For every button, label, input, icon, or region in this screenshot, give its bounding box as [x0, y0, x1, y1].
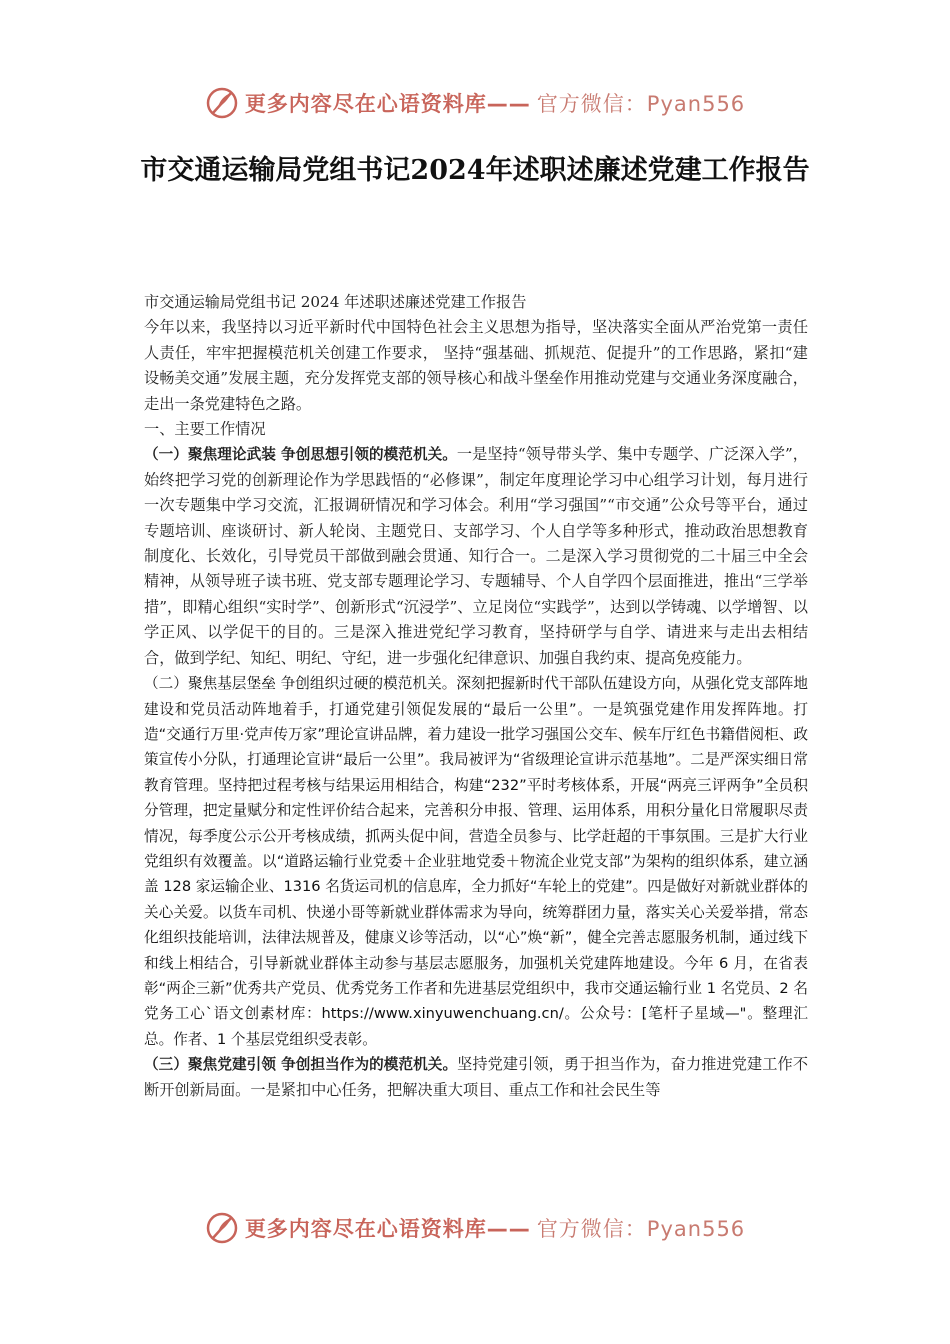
banner-text: 更多内容尽在心语资料库——	[244, 92, 531, 116]
document-subtitle: 市交通运输局党组书记 2024 年述职述廉述党建工作报告	[144, 293, 527, 311]
banner-wechat: 官方微信：Pyan556	[536, 92, 746, 116]
document-body	[144, 290, 808, 1103]
intro-paragraph: 今年以来，我坚持以习近平新时代中国特色社会主义思想为指导，坚决落实全面从严治党第一责任人责任，牢牢把握模范机关创建工作要求， 坚持“强基础、抓规范、促提升”的工作思路，紧扣“建设畅美交通”发展主题，充分发挥党支部的领导核心和战斗堡垒作用推动党建与交通业务深度融合，走出一条党建特色之路。	[144, 318, 808, 413]
paragraph-1-lead: （一）聚焦理论武装 争创思想引领的模范机关。	[144, 446, 457, 464]
paragraph-2: （二）聚焦基层堡垒 争创组织过硬的模范机关。深刻把握新时代干部队伍建设方向，从强化党支部阵地建设和党员活动阵地着手，打通党建引领促发展的“最后一公里”。一是筑强党建作用发挥阵地。打造“交通行万里·党声传万家”理论宣讲品牌，着力建设一批学习强国公交车、候车厅红色书籍借阅柜、政策宣传小分队，打通理论宣讲“最后一公里”。我局被评为“省级理论宣讲示范基地”。二是严深实细日常教育管理。坚持把过程考核与结果运用相结合，构建“232”平时考核体系，开展“两亮三评两争”全员积分管理，把定量赋分和定性评价结合起来，完善积分申报、管理、运用体系，用积分量化日常履职尽责情况，每季度公示公开考核成绩，抓两头促中间，营造全员参与、比学赶超的干事氛围。三是扩大行业党组织有效覆盖。以“道路运输行业党委＋企业驻地党委＋物流企业党支部”为架构的组织体系，建立涵盖 128 家运输企业、1316 名货运司机的信息库，全力抓好“车轮上的党建”。四是做好对新就业群体的关心关爱。以货车司机、快递小哥等新就业群体需求为导向，统筹群团力量，落实关心关爱举措，常态化组织技能培训，法律法规普及，健康义诊等活动，以“心”焕“新”，健全完善志愿服务机制，通过线下和线上相结合，引导新就业群体主动参与基层志愿服务，加强机关党建阵地建设。今年 6 月，在省表彰“两企三新”优秀共产党员、优秀党务工作者和先进基层党组织中，我市交通运输行业 1 名党员、2 名党务工心`语文创素材库：https://www.xinyuwenchuang.cn/。公众号：[笔杆子星域—"。整理汇总。作者、1 个基层党组织受表彰。	[144, 675, 808, 1048]
paragraph-3	[144, 1052, 808, 1103]
paragraph-1	[144, 442, 808, 671]
quill-logo-icon	[205, 1211, 239, 1245]
header-banner	[0, 83, 950, 123]
paragraph-1-body: 一是坚持“领导带头学、集中专题学、广泛深入学”，始终把学习党的创新理论作为学思践悟的“必修课”，制定年度理论学习中心组学习计划，每月进行一次专题集中学习交流，汇报调研情况和学习体会。利用“学习强国”“市交通”公众号等平台，通过专题培训、座谈研讨、新人轮岗、主题党日、支部学习、个人自学等多种形式，推动政治思想教育制度化、长效化，引导党员干部做到融会贯通、知行合一。二是深入学习贯彻党的二十届三中全会精神，从领导班子读书班、党支部专题理论学习、专题辅导、个人自学四个层面推进，推出“三学举措”，即精心组织“实时学”、创新形式“沉浸学”、立足岗位“实践学”，达到以学铸魂、以学增智、以学正风、以学促干的目的。三是深入推进党纪学习教育，坚持研学与自学、请进来与走出去相结合，做到学纪、知纪、明纪、守纪，进一步强化纪律意识、加强自我约束、提高免疫能力。	[144, 445, 808, 667]
footer-banner	[0, 1208, 950, 1248]
document-title: 市交通运输局党组书记2024年述职述廉述党建工作报告	[140, 155, 810, 186]
paragraph-3-lead: （三）聚焦党建引领 争创担当作为的模范机关。	[144, 1056, 458, 1074]
banner-text: 更多内容尽在心语资料库——	[244, 1217, 531, 1241]
quill-logo-icon	[205, 86, 239, 120]
banner-wechat: 官方微信：Pyan556	[536, 1217, 746, 1241]
section-heading: 一、主要工作情况	[144, 420, 266, 439]
paragraph-3-body: 坚持党建引领，勇于担当作为，奋力推进党建工作不断开创新局面。一是紧扣中心任务，把解决重大项目、重点工作和社会民生等	[144, 1055, 809, 1099]
